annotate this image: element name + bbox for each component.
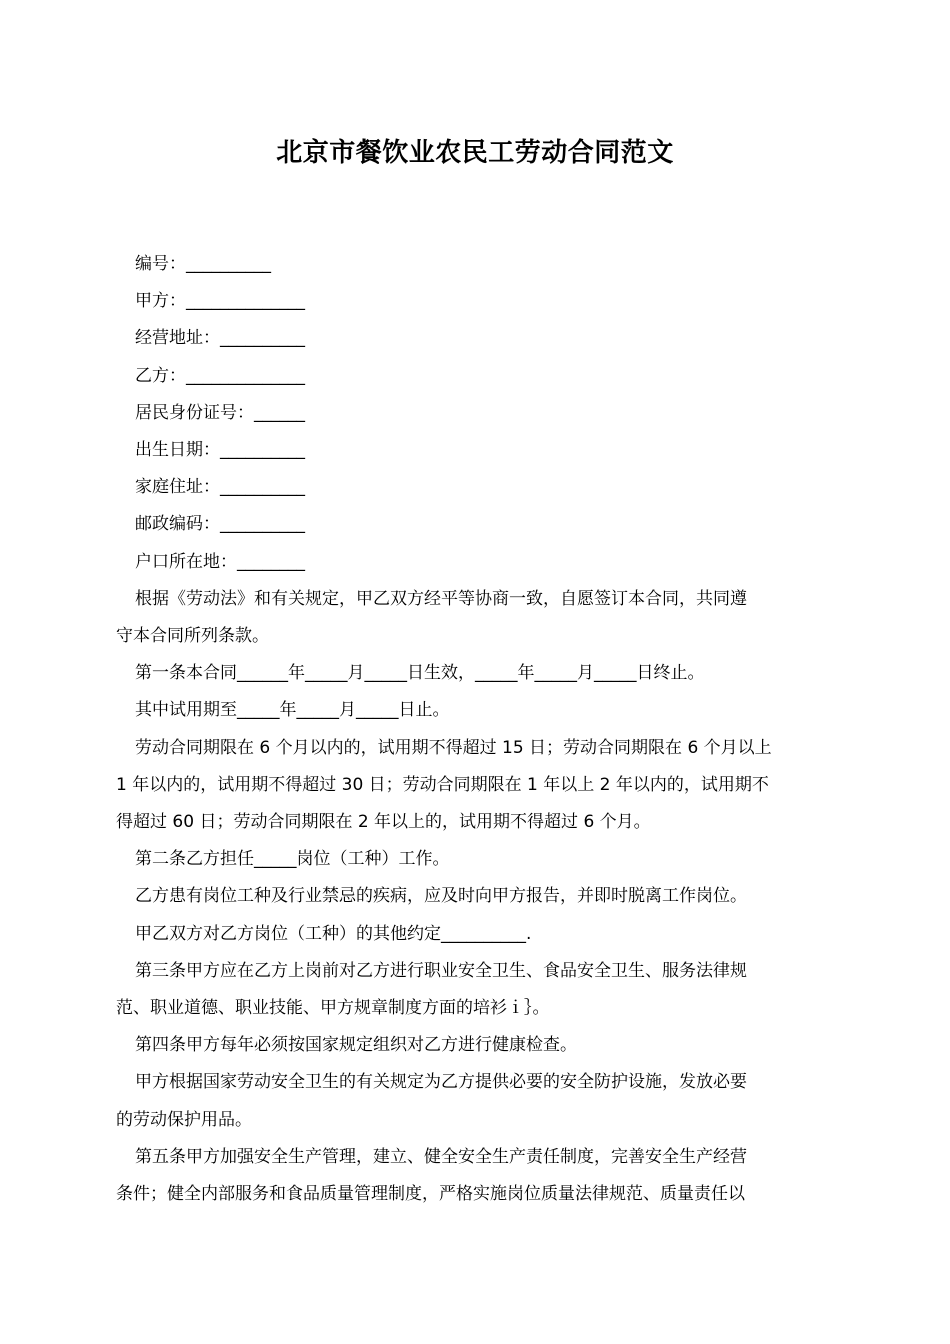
article-4-protection-continued: 的劳动保护用品。 xyxy=(116,1109,252,1130)
field-household-registration: 户口所在地：________ xyxy=(135,551,305,572)
field-postal-code: 邮政编码：__________ xyxy=(135,514,305,535)
probation-rules: 劳动合同期限在 6 个月以内的，试用期不得超过 15 日；劳动合同期限在 6 个月以上 xyxy=(135,737,772,758)
field-business-address: 经营地址：__________ xyxy=(135,328,305,349)
field-id-number: 居民身份证号：______ xyxy=(135,402,305,423)
field-home-address: 家庭住址：__________ xyxy=(135,477,305,498)
article-4: 第四条甲方每年必须按国家规定组织对乙方进行健康检查。 xyxy=(135,1035,577,1056)
article-1: 第一条本合同______年_____月_____日生效，_____年_____月_____日终止。 xyxy=(135,663,705,684)
paragraph-preamble: 根据《劳动法》和有关规定，甲乙双方经平等协商一致，自愿签订本合同，共同遵 xyxy=(135,588,747,609)
article-5: 第五条甲方加强安全生产管理，建立、健全安全生产责任制度，完善安全生产经营 xyxy=(135,1146,747,1167)
probation-rules-continued-1: 1 年以内的，试用期不得超过 30 日；劳动合同期限在 1 年以上 2 年以内的，试用期不 xyxy=(116,774,769,795)
document-body xyxy=(116,246,838,1213)
article-3-continued: 范、职业道德、职业技能、甲方规章制度方面的培衫ｉ｝。 xyxy=(116,998,550,1019)
article-2-disease-clause: 乙方患有岗位工种及行业禁忌的疾病，应及时向甲方报告，并即时脱离工作岗位。 xyxy=(135,886,747,907)
article-3: 第三条甲方应在乙方上岗前对乙方进行职业安全卫生、食品安全卫生、服务法律规 xyxy=(135,960,747,981)
probation-period: 其中试用期至_____年_____月_____日止。 xyxy=(135,700,450,721)
field-birth-date: 出生日期：__________ xyxy=(135,440,305,461)
article-5-continued: 条件；健全内部服务和食品质量管理制度，严格实施岗位质量法律规范、质量责任以 xyxy=(116,1184,745,1205)
field-party-a: 甲方：______________ xyxy=(135,291,305,312)
article-4-protection: 甲方根据国家劳动安全卫生的有关规定为乙方提供必要的安全防护设施，发放必要 xyxy=(135,1072,747,1093)
paragraph-preamble-continued: 守本合同所列条款。 xyxy=(116,626,269,647)
article-2-other-agreement: 甲乙双方对乙方岗位（工种）的其他约定__________. xyxy=(135,923,532,944)
article-2: 第二条乙方担任_____岗位（工种）工作。 xyxy=(135,849,450,870)
document-title: 北京市餐饮业农民工劳动合同范文 xyxy=(276,138,674,168)
field-party-b: 乙方：______________ xyxy=(135,365,305,386)
probation-rules-continued-2: 得超过 60 日；劳动合同期限在 2 年以上的，试用期不得超过 6 个月。 xyxy=(116,812,651,833)
field-serial-number: 编号：__________ xyxy=(135,254,271,274)
